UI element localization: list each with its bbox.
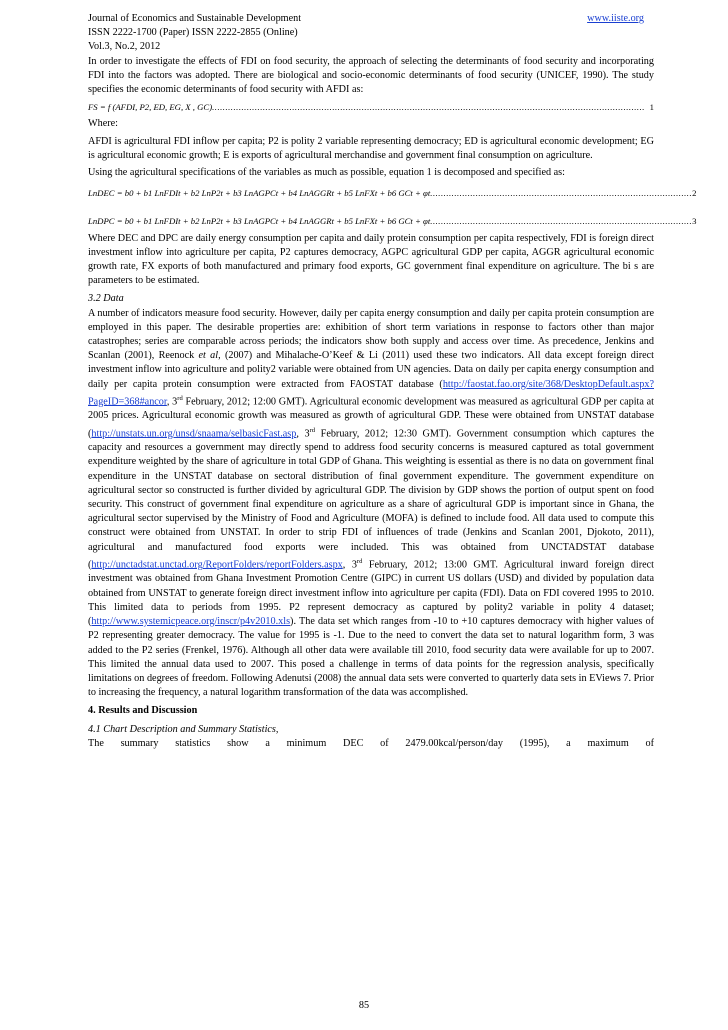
equation-3-leader: .................................................................................................. bbox=[430, 216, 693, 227]
page-number: 85 bbox=[358, 1000, 370, 1011]
data-text: A number of indicators measure food security. However, daily per capita energy consumption and daily per capita protein consumption are employed in this paper. The desirable properties are: exhibition of short term variations in response to factors other than major catastrophes; series are comparable across periods; the indicators show both supply and access over time. As precedence, Jenkins and Scanlan (2001), Reenock bbox=[88, 307, 654, 362]
equation-1-number: 1 bbox=[649, 102, 654, 113]
equation-1-leader: .................................................................................................................................................................. bbox=[212, 102, 645, 113]
equation-3-number: 3 bbox=[692, 216, 697, 227]
volume-line: Vol.3, No.2, 2012 bbox=[88, 41, 161, 53]
where-label: Where: bbox=[88, 118, 118, 130]
ordinal-suffix: rd bbox=[309, 426, 316, 434]
subsection-heading-summary: 4.1 Chart Description and Summary Statistics, bbox=[88, 723, 279, 735]
data-text: February, 2012; 12:00 GMT). Agricultural economic development was measured as agricultural GDP per capita at 2005 prices. Agricultural economic growth was measured as growth of agricultural GDP. These were obtained from UNSTAT database ( bbox=[88, 396, 655, 440]
data-text: February, 2012; 13:00 GMT. Agricultural inward foreign direct investment was obtained from Ghana Investment Promotion Centre (GIPC) in current US dollars (USD) and divided by population data obtained from UNSTAT to generate foreign direct investment inflow into agriculture per capita (FDI). Data on FDI covered 1995 to 2010. This limited data to periods from 1995. P2 represent democracy as captured by polity2 variable in polity 4 dataset; ( bbox=[88, 559, 655, 628]
ordinal-suffix: rd bbox=[356, 557, 363, 565]
data-text: ). The data set which ranges from -10 to +10 captures democracy with higher values of P2 representing greater democracy. The value for 1995 is -1. Due to the need to convert the data set to natural logarithm form, 3 was added to the P2 series (Frenkel, 1976). Although all other data were available till 2010, food security data were available for up to 2007. This limited the annual data used to 2007. This posed a challenge in terms of data points for the regression analysis, specifically limitations on degrees of freedom. Following Adenutsi (2008) the annual data sets were converted to quarterly data sets in EViews 7. Prior to increasing the frequency, a natural logarithm transformation of the data was accomplished. bbox=[88, 616, 654, 699]
issn-line: ISSN 2222-1700 (Paper) ISSN 2222-2855 (Online) bbox=[88, 27, 298, 39]
section-heading-data: 3.2 Data bbox=[88, 293, 124, 305]
equation-1 bbox=[88, 100, 654, 114]
specification-paragraph: Using the agricultural specifications of the variables as much as possible, equation 1 is decomposed and specified as: bbox=[88, 167, 565, 179]
journal-url-link[interactable]: www.iiste.org bbox=[587, 13, 644, 24]
data-text: , 3 bbox=[342, 559, 357, 571]
unctadstat-link[interactable]: http://unctadstat.unctad.org/ReportFolders/reportFolders.aspx bbox=[91, 559, 343, 571]
equation-2 bbox=[88, 186, 697, 200]
equation-2-expression: LnDEC = b0 + b1 LnFDIt + b2 LnP2t + b3 LnAGPCt + b4 LnAGGRt + b5 LnFXt + b6 GCt + φt bbox=[88, 188, 431, 199]
equation-3-expression: LnDPC = b0 + b1 LnFDIt + b2 LnP2t + b3 LnAGPCt + b4 LnAGGRt + b5 LnFXt + b6 GCt + φt bbox=[88, 216, 431, 227]
ordinal-suffix: rd bbox=[177, 394, 183, 402]
equation-2-leader: .................................................................................................. bbox=[430, 188, 693, 199]
equation-1-expression: FS = f (AFDI, P2, ED, EG, X , GC) bbox=[88, 102, 213, 113]
citation-et-al: et al, bbox=[198, 350, 221, 362]
variable-definitions: AFDI is agricultural FDI inflow per capita; P2 is polity 2 variable representing democracy; ED is agricultural economic development; EG is agricultural economic growth; E is exports of agricultural merchandise and government final consumption on agriculture. bbox=[88, 135, 654, 161]
systemicpeace-link[interactable]: http://www.systemicpeace.org/inscr/p4v2010.xls bbox=[91, 616, 291, 628]
summary-statistics-paragraph: The summary statistics show a minimum DEC of 2479.00kcal/person/day (1995), a maximum of bbox=[88, 737, 654, 749]
journal-title: Journal of Economics and Sustainable Development bbox=[88, 13, 302, 24]
data-text: (2007) and Mihalache-O’Keef & Li (2011) used these two indicators. All data except foreign direct investment inflow into agriculture and polity2 variable were obtained from UN agencies. Data on daily per capita energy consumption and daily per capita protein consumption were extracted from FAOSTAT database ( bbox=[88, 350, 654, 390]
intro-paragraph: In order to investigate the effects of FDI on food security, the approach of selecting the determinants of food security and incorporating FDI into the factors was adopted. There are biological and socio-economic determinants of food security (UNICEF, 1990). The study specifies the economic determinants of food security with AFDI as: bbox=[88, 55, 654, 96]
data-text: February, 2012; 12:30 GMT). Government consumption which captures the capacity and resources a government may directly spend to address food security concerns is measured captured as total government expenditure weighted by the share of agriculture in total GDP of Ghana. This weighting is essential as there is no data on government final expenditure in the UNSTAT database on sectoral distribution of final government expenditure. The government expenditure on agricultural sector so constructed is further divided by agricultural GDP. The division by GDP shows the portion of output spent on food security. This construct of government final expenditure on agriculture as a share of agricultural GDP is important since in Ghana, the agricultural sector supervised by the Ministry of Food and Agriculture (MOFA) is defined to include food. All data used to compute this construct were obtained from UNSTAT. In order to strip FDI of influences of trade (Jenkins and Scanlan 2001, Djokoto, 2011), agricultural and manufactured food exports were included. This was obtained from UNCTADSTAT database ( bbox=[88, 428, 654, 571]
equation-3 bbox=[88, 214, 697, 228]
page-content bbox=[88, 12, 697, 751]
variable-explanation: Where DEC and DPC are daily energy consumption per capita and daily protein consumption per capita respectively, FDI is foreign direct investment inflow into agriculture per capita, P2 captures democracy, AGPC agricultural GDP per capita, AGGR agricultural economic growth rate, FX exports of both manufactured and primary food exports, GC government final expenditure on agriculture. The bi s are parameters to be estimated. bbox=[88, 232, 654, 287]
data-text: , 3 bbox=[296, 428, 310, 440]
section-heading-results: 4. Results and Discussion bbox=[88, 705, 198, 717]
unstats-link[interactable]: http://unstats.un.org/unsd/snaama/selbasicFast.asp bbox=[91, 428, 297, 440]
data-section-paragraph bbox=[88, 307, 654, 701]
data-text: , 3 bbox=[166, 396, 178, 408]
running-header bbox=[88, 12, 654, 26]
equation-2-number: 2 bbox=[692, 188, 697, 199]
faostat-link[interactable]: http://faostat.fao.org/site/368/DesktopDefault.aspx?PageID=368#ancor bbox=[88, 378, 654, 408]
